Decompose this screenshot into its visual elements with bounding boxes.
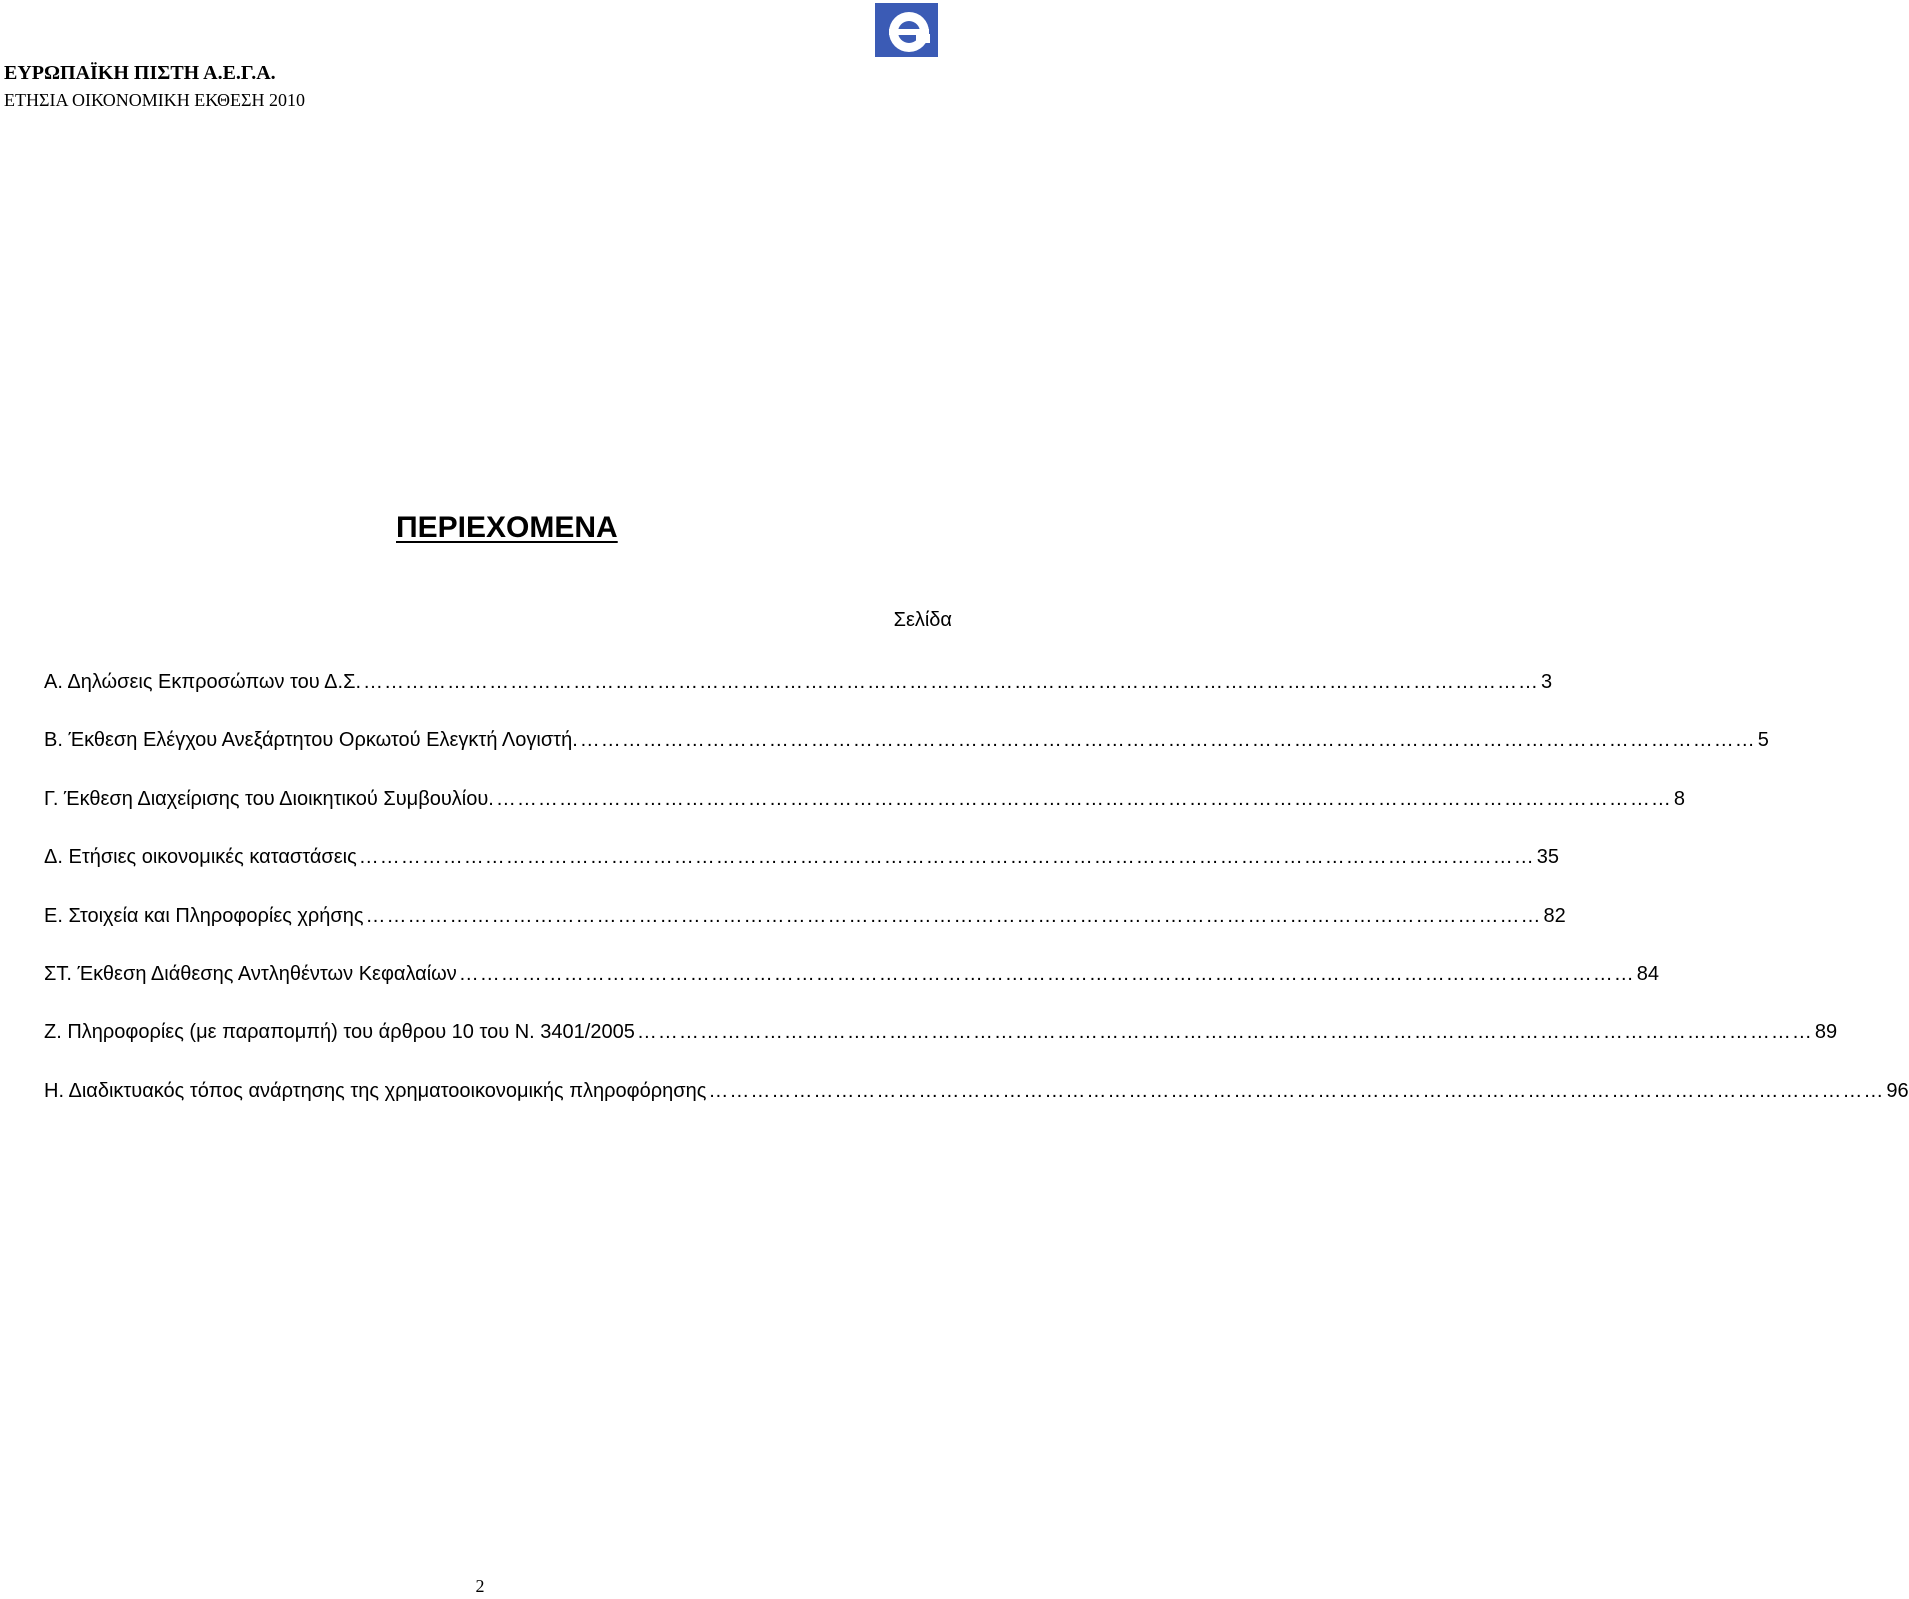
- toc-dot-leader: ……………………………………………………………………………………………………………………………………………………: [495, 787, 1672, 810]
- report-title: ΕΤΗΣΙΑ ΟΙΚΟΝΟΜΙΚΗ ΕΚΘΕΣΗ 2010: [4, 90, 305, 110]
- toc-dot-leader: ……………………………………………………………………………………………………………………………………………………: [636, 1021, 1813, 1044]
- toc-entry-title: Η. Διαδικτυακός τόπος ανάρτησης της χρηματοοικονομικής πληροφόρησης: [44, 1079, 707, 1102]
- toc-entry-financial-data-and-information[interactable]: [44, 904, 1566, 962]
- toc-entry-page: 5: [1757, 729, 1769, 752]
- toc-entry-auditor-report[interactable]: [44, 728, 1769, 786]
- toc-entry-page: 3: [1541, 671, 1553, 693]
- toc-entry-page: 96: [1886, 1079, 1909, 1102]
- toc-entry-website-publication[interactable]: [44, 1079, 1909, 1137]
- toc-entry-page: 84: [1636, 962, 1660, 985]
- toc-entry-page: 89: [1814, 1021, 1838, 1044]
- toc-dot-leader: ……………………………………………………………………………………………………………………………………………………: [365, 904, 1542, 927]
- toc-heading: ΠΕΡΙΕΧΟΜΕΝΑ: [396, 511, 618, 544]
- toc-entry-board-management-report[interactable]: [44, 787, 1685, 845]
- toc-dot-leader: ……………………………………………………………………………………………………………………………………………………: [363, 671, 1540, 693]
- ethniki-eurolife-logo-icon: [875, 3, 938, 57]
- toc-entry-title: Ε. Στοιχεία και Πληροφορίες χρήσης: [44, 904, 364, 927]
- toc-entry-title: Δ. Ετήσιες οικονομικές καταστάσεις: [44, 846, 357, 869]
- toc-entry-use-of-raised-funds[interactable]: [44, 962, 1660, 1020]
- toc-dot-leader: ……………………………………………………………………………………………………………………………………………………: [358, 846, 1535, 869]
- toc-entry-title: Ζ. Πληροφορίες (με παραπομπή) του άρθρου 10 του Ν. 3401/2005: [44, 1021, 635, 1044]
- toc-entry-title: Β. Έκθεση Ελέγχου Ανεξάρτητου Ορκωτού Ελεγκτή Λογιστή.: [44, 729, 578, 752]
- toc-dot-leader: ……………………………………………………………………………………………………………………………………………………: [458, 962, 1635, 985]
- toc-entry-annual-financial-statements[interactable]: [44, 845, 1559, 903]
- toc-dot-leader: ……………………………………………………………………………………………………………………………………………………: [708, 1079, 1885, 1102]
- page-column-label: Σελίδα: [893, 609, 952, 631]
- toc-list: [44, 670, 1909, 1137]
- toc-dot-leader: ……………………………………………………………………………………………………………………………………………………: [579, 729, 1756, 752]
- toc-entry-title: Α. Δηλώσεις Εκπροσώπων του Δ.Σ.: [44, 671, 362, 693]
- toc-entry-page: 8: [1673, 787, 1685, 810]
- toc-entry-statements-of-representatives[interactable]: [44, 670, 1553, 728]
- toc-entry-page: 35: [1536, 846, 1559, 869]
- toc-entry-page: 82: [1543, 904, 1566, 927]
- company-name: ΕΥΡΩΠΑΪΚΗ ΠΙΣΤΗ Α.Ε.Γ.Α.: [4, 62, 276, 84]
- toc-entry-title: ΣΤ. Έκθεση Διάθεσης Αντληθέντων Κεφαλαίων: [44, 962, 457, 985]
- toc-entry-article-10-information[interactable]: [44, 1020, 1838, 1078]
- toc-entry-title: Γ. Έκθεση Διαχείρισης του Διοικητικού Συμβουλίου.: [44, 787, 494, 810]
- page-number: 2: [475, 1576, 485, 1596]
